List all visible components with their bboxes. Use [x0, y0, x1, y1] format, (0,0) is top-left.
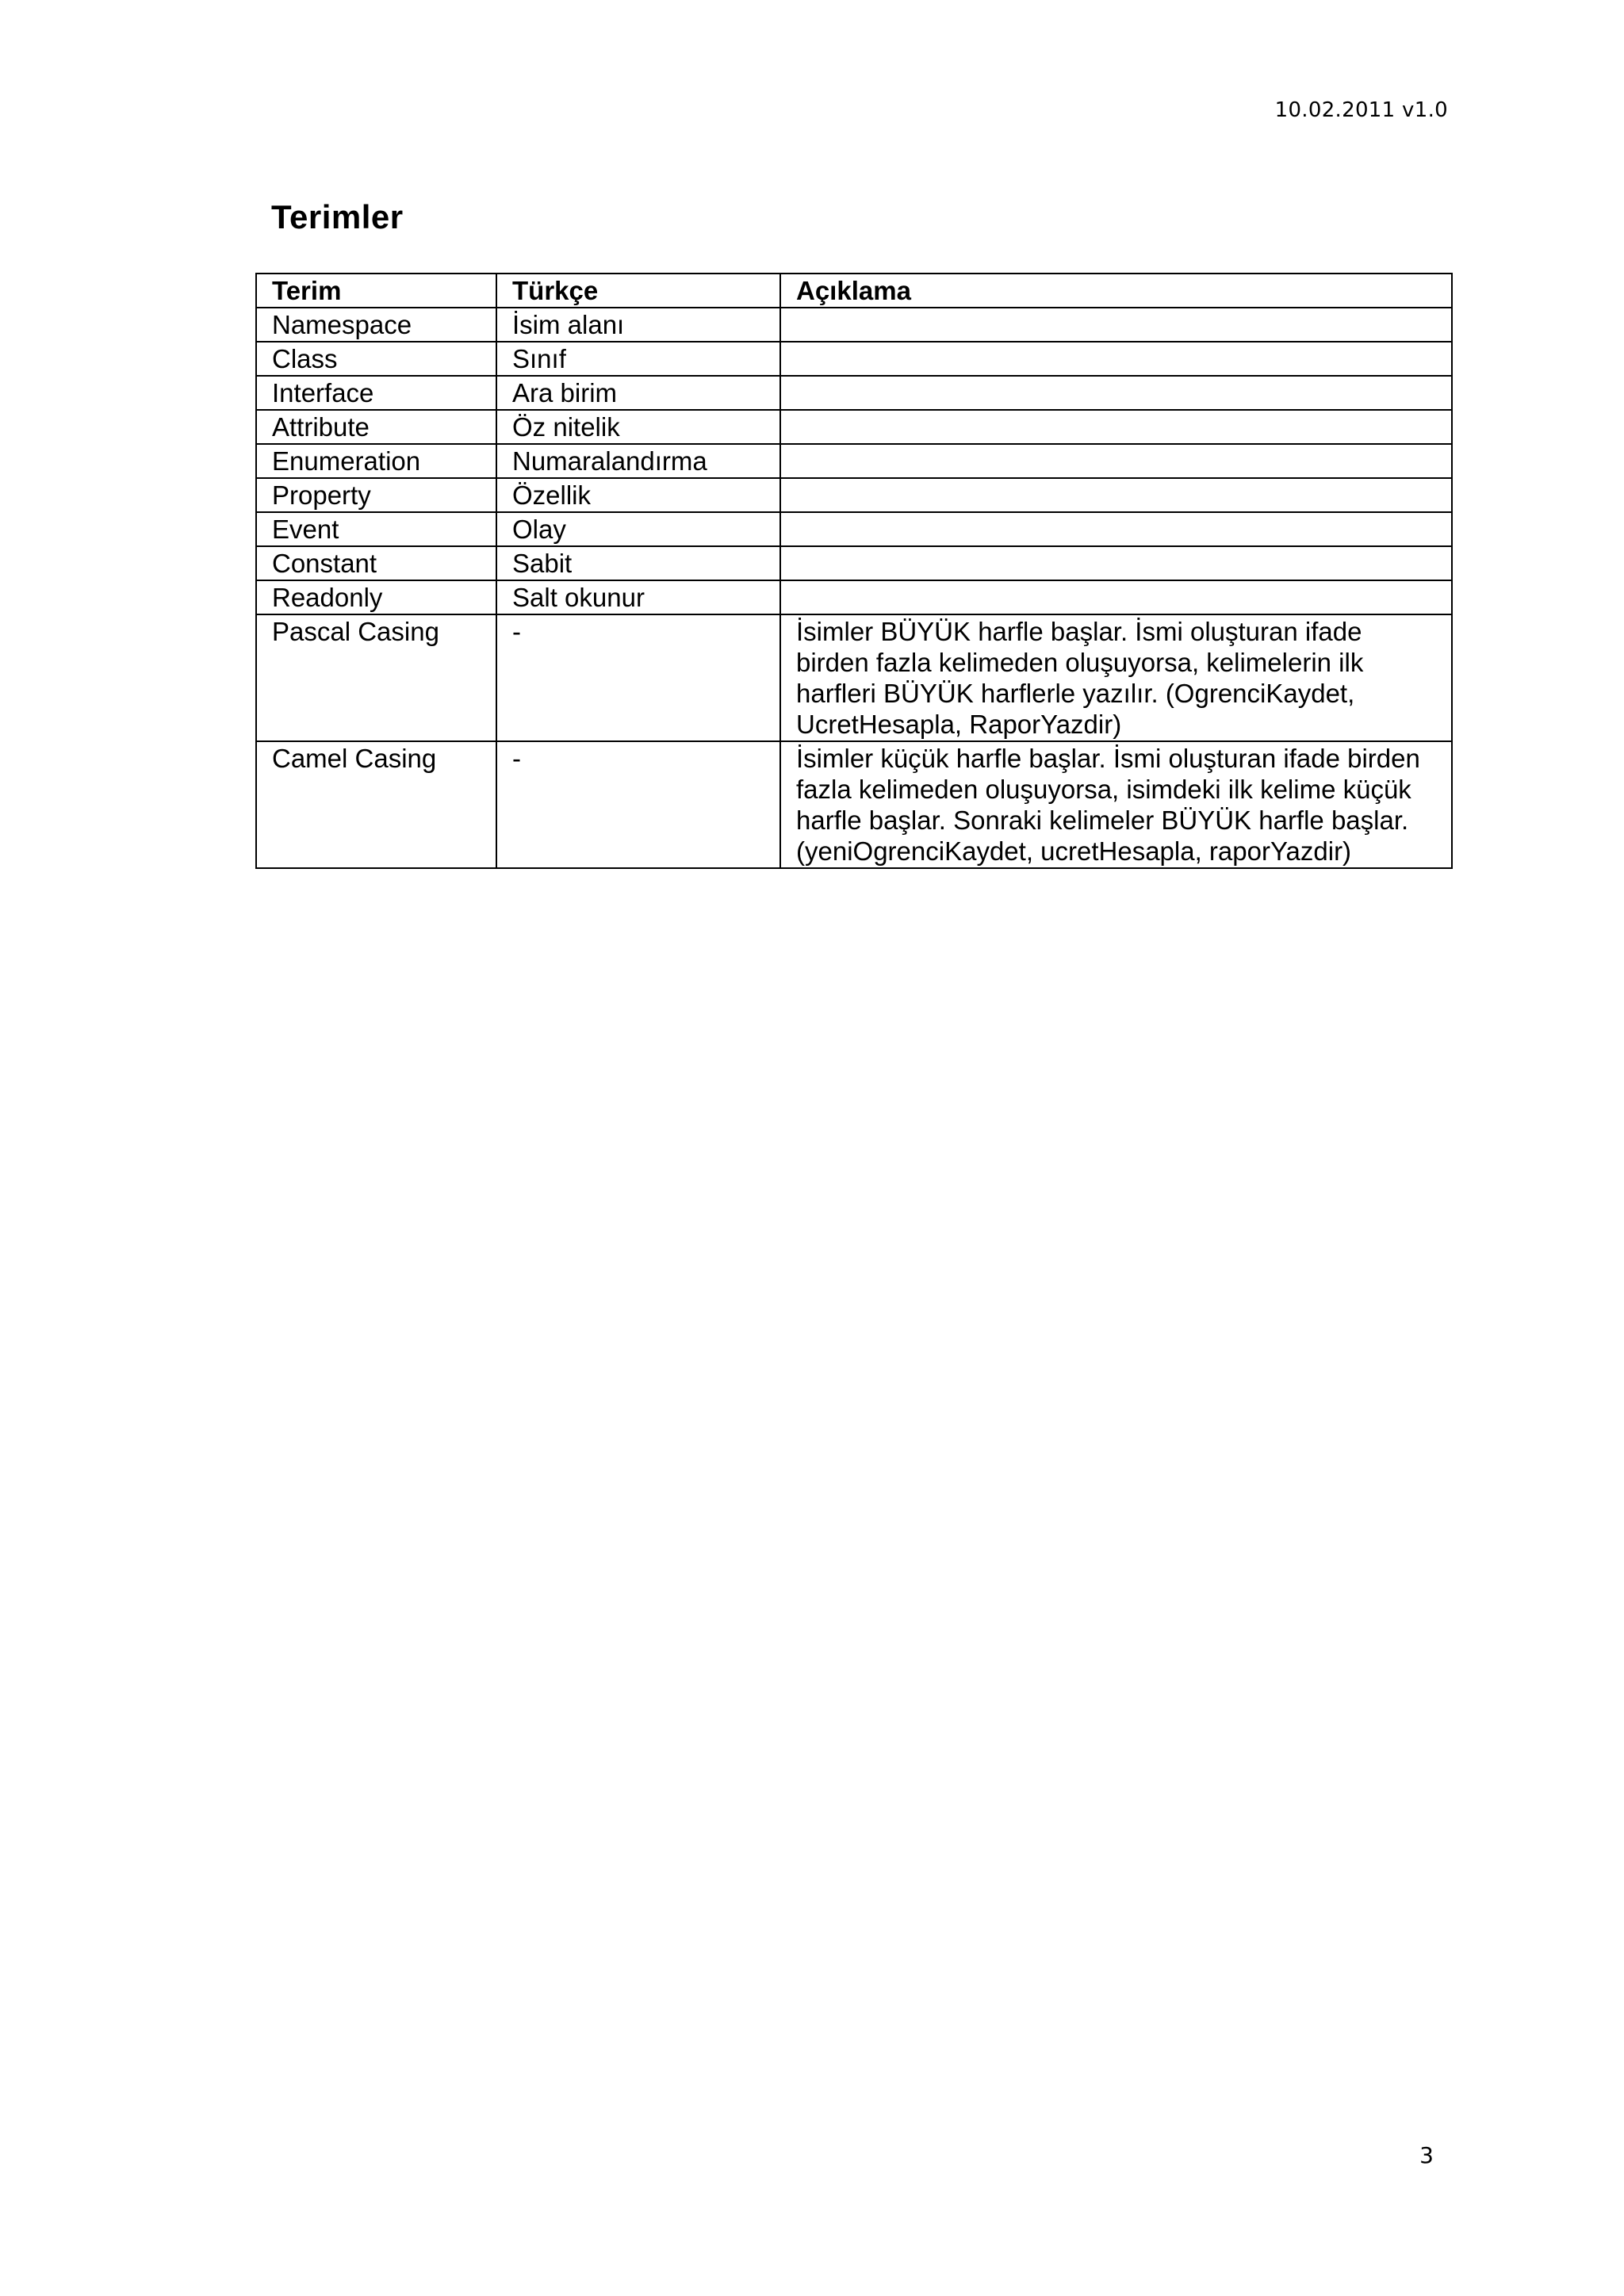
turkish-cell: Ara birim	[496, 376, 780, 410]
description-cell	[780, 546, 1452, 580]
term-cell: Pascal Casing	[256, 614, 496, 741]
term-cell: Readonly	[256, 580, 496, 614]
description-cell	[780, 376, 1452, 410]
description-cell	[780, 308, 1452, 342]
table-header-row	[256, 274, 1452, 308]
term-cell: Constant	[256, 546, 496, 580]
description-cell	[780, 580, 1452, 614]
page-title: Terimler	[271, 198, 404, 235]
turkish-cell: -	[496, 741, 780, 868]
description-cell	[780, 444, 1452, 478]
term-cell: Enumeration	[256, 444, 496, 478]
term-cell: Namespace	[256, 308, 496, 342]
turkish-cell: Özellik	[496, 478, 780, 512]
turkish-cell: Numaralandırma	[496, 444, 780, 478]
description-cell	[780, 478, 1452, 512]
table-row	[256, 512, 1452, 546]
table-row	[256, 444, 1452, 478]
turkish-cell: İsim alanı	[496, 308, 780, 342]
terms-table	[255, 273, 1453, 869]
turkish-cell: Salt okunur	[496, 580, 780, 614]
table-row	[256, 478, 1452, 512]
table-row	[256, 376, 1452, 410]
column-header-turkish: Türkçe	[496, 274, 780, 308]
description-cell: İsimler küçük harfle başlar. İsmi oluşturan ifade birden fazla kelimeden oluşuyorsa, isimdeki ilk kelime küçük harfle başlar. Sonraki kelimeler BÜYÜK harfle başlar. (yeniOgrenciKaydet, ucretHesapla, raporYazdir)	[780, 741, 1452, 868]
term-cell: Property	[256, 478, 496, 512]
table-row	[256, 546, 1452, 580]
turkish-cell: Sınıf	[496, 342, 780, 376]
table-row	[256, 308, 1452, 342]
term-cell: Event	[256, 512, 496, 546]
term-cell: Camel Casing	[256, 741, 496, 868]
column-header-term: Terim	[256, 274, 496, 308]
table-row	[256, 614, 1452, 741]
table-row	[256, 580, 1452, 614]
table-row	[256, 342, 1452, 376]
term-cell: Interface	[256, 376, 496, 410]
turkish-cell: -	[496, 614, 780, 741]
description-cell	[780, 410, 1452, 444]
page-number: 3	[1419, 2142, 1434, 2168]
table-row	[256, 741, 1452, 868]
turkish-cell: Olay	[496, 512, 780, 546]
column-header-description: Açıklama	[780, 274, 1452, 308]
term-cell: Class	[256, 342, 496, 376]
description-cell: İsimler BÜYÜK harfle başlar. İsmi oluşturan ifade birden fazla kelimeden oluşuyorsa, kelimelerin ilk harfleri BÜYÜK harflerle yazılır. (OgrenciKaydet, UcretHesapla, RaporYazdir)	[780, 614, 1452, 741]
turkish-cell: Sabit	[496, 546, 780, 580]
description-cell	[780, 512, 1452, 546]
table-row	[256, 410, 1452, 444]
page-header-version-date: 10.02.2011 v1.0	[1274, 98, 1448, 122]
description-cell	[780, 342, 1452, 376]
term-cell: Attribute	[256, 410, 496, 444]
turkish-cell: Öz nitelik	[496, 410, 780, 444]
